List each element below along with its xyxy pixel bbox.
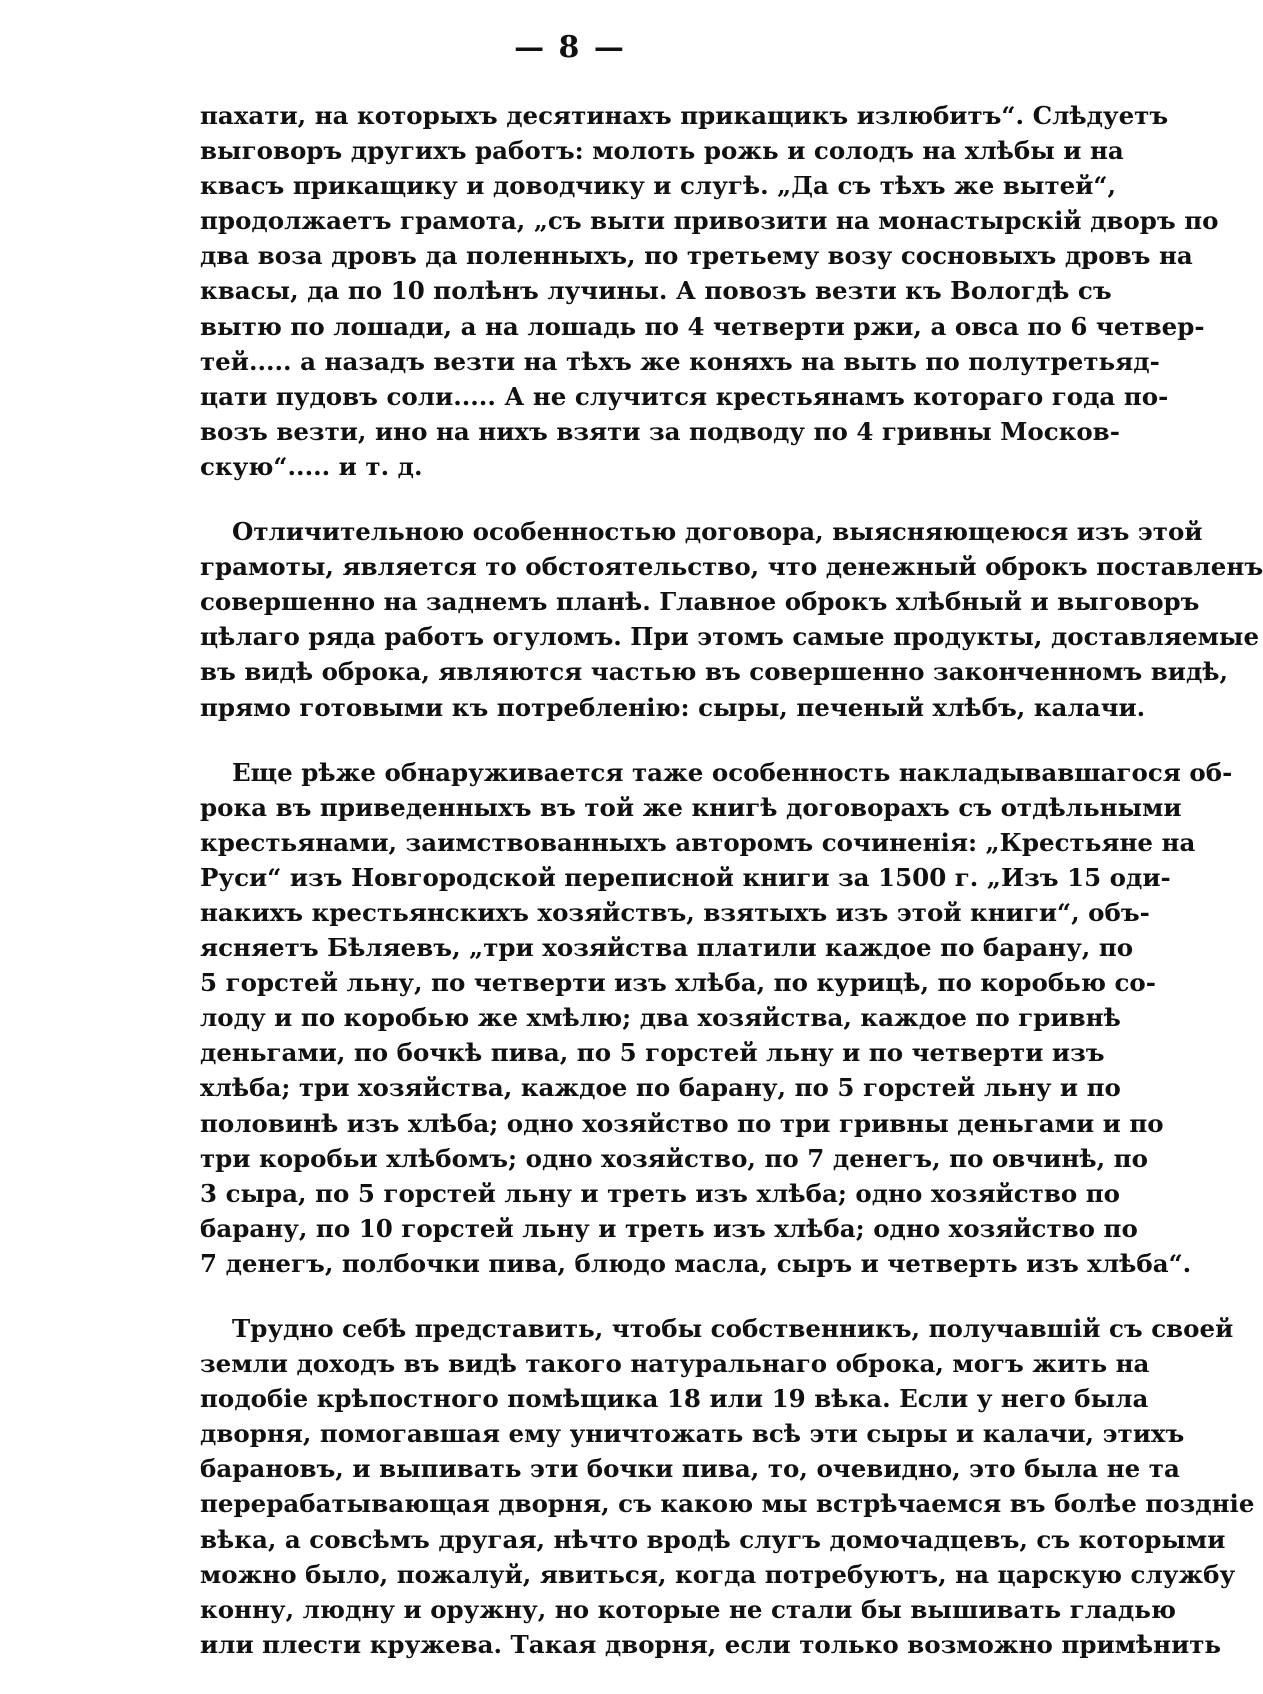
text-line: земли доходъ въ видѣ такого натуральнаго оброка, могъ жить на — [200, 1349, 1150, 1379]
text-line: два воза дровъ да поленныхъ, по третьему возу сосновыхъ дровъ на — [200, 241, 1193, 271]
text-line: грамоты, является то обстоятельство, что денежный оброкъ поставленъ — [200, 552, 1263, 582]
text-line: крестьянами, заимствованныхъ авторомъ сочиненія: „Крестьяне на — [200, 827, 1196, 857]
text-line: тей..... а назадъ везти на тѣхъ же коняхъ на выть по полутретьяд- — [200, 346, 1160, 376]
text-line: 3 сыра, по 5 горстей льну и треть изъ хлѣба; одно хозяйство по — [200, 1178, 1120, 1208]
text-line: или плести кружева. Такая дворня, если только возможно примѣнить — [200, 1629, 1222, 1659]
text-line: квасы, да по 10 полѣнъ лучины. А повозъ везти къ Вологдѣ съ — [200, 276, 1112, 306]
text-line: пахати, на которыхъ десятинахъ прикащикъ излюбитъ“. Слѣдуетъ — [200, 101, 1169, 130]
text-line: можно было, пожалуй, явиться, когда потребуютъ, на царскую службу — [200, 1559, 1236, 1589]
paragraph-1 — [200, 98, 1219, 484]
text-line: вѣка, а совсѣмъ другая, нѣчто вродѣ слугъ домочадцевъ, съ которыми — [200, 1524, 1226, 1554]
body-text — [200, 98, 1263, 1692]
paragraph-3 — [200, 755, 1233, 1281]
text-line: 7 денегъ, полбочки пива, блюдо масла, сыръ и четверть изъ хлѣба“. — [200, 1248, 1192, 1278]
text-line: совершенно на заднемъ планѣ. Главное оброкъ хлѣбный и выговоръ — [200, 587, 1200, 617]
text-line: возъ везти, ино на нихъ взяти за подводу по 4 гривны Москов- — [200, 416, 1120, 446]
text-line: цѣлаго ряда работъ огуломъ. При этомъ самые продукты, доставляемые — [200, 622, 1260, 652]
text-line: перерабатывающая дворня, съ какою мы встрѣчаемся въ болѣе поздніе — [200, 1489, 1255, 1519]
text-line: хлѣба; три хозяйства, каждое по барану, по 5 горстей льну и по — [200, 1073, 1121, 1103]
page-number: — 8 — — [514, 30, 626, 65]
text-line: лоду и по коробью же хмѣлю; два хозяйства, каждое по гривнѣ — [200, 1003, 1121, 1033]
text-line: Отличительною особенностью договора, выясняющеюся изъ этой — [232, 517, 1203, 547]
paragraph-4 — [200, 1311, 1255, 1662]
text-line: барану, по 10 горстей льну и треть изъ хлѣба; одно хозяйство по — [200, 1213, 1138, 1243]
text-line: прямо готовыми къ потребленію: сыры, печеный хлѣбъ, калачи. — [200, 692, 1146, 722]
text-line: накихъ крестьянскихъ хозяйствъ, взятыхъ изъ этой книги“, объ- — [200, 897, 1150, 927]
text-line: барановъ, и выпивать эти бочки пива, то, очевидно, это была не та — [200, 1454, 1180, 1484]
text-line: Еще рѣже обнаруживается таже особенность накладывавшагося об- — [232, 757, 1233, 787]
text-line: вытю по лошади, а на лошадь по 4 четверти ржи, а овса по 6 четвер- — [200, 311, 1205, 341]
text-line: дворня, помогавшая ему уничтожать всѣ эти сыры и калачи, этихъ — [200, 1419, 1185, 1449]
text-line: квасъ прикащику и доводчику и слугѣ. „Да съ тѣхъ же вытей“, — [200, 171, 1117, 201]
text-line: половинѣ изъ хлѣба; одно хозяйство по три гривны деньгами и по — [200, 1108, 1164, 1138]
text-line: цати пудовъ соли..... А не случится крестьянамъ котораго года по- — [200, 381, 1169, 411]
text-line: подобіе крѣпостного помѣщика 18 или 19 вѣка. Если у него была — [200, 1384, 1149, 1414]
text-line: продолжаетъ грамота, „съ выти привозити на монастырскій дворъ по — [200, 206, 1219, 236]
text-line: ясняетъ Бѣляевъ, „три хозяйства платили каждое по барану, по — [200, 933, 1134, 963]
text-line: три коробьи хлѣбомъ; одно хозяйство, по 7 денегъ, по овчинѣ, по — [200, 1143, 1148, 1173]
text-line: 5 горстей льну, по четверти изъ хлѣба, по курицѣ, по коробью со- — [200, 968, 1156, 998]
text-line: скую“..... и т. д. — [200, 451, 423, 481]
paragraph-2 — [200, 514, 1263, 725]
text-line: Трудно себѣ представить, чтобы собственникъ, получавшій съ своей — [232, 1314, 1234, 1343]
text-line: рока въ приведенныхъ въ той же книгѣ договорахъ съ отдѣльными — [200, 792, 1182, 822]
text-line: деньгами, по бочкѣ пива, по 5 горстей льну и по четверти изъ — [200, 1038, 1105, 1068]
text-line: Руси“ изъ Новгородской переписной книги за 1500 г. „Изъ 15 оди- — [200, 862, 1171, 892]
text-line: конну, людну и оружну, но которые не стали бы вышивать гладью — [200, 1594, 1176, 1624]
text-line: въ видѣ оброка, являются частью въ совершенно законченномъ видѣ, — [200, 657, 1229, 687]
text-line: выговоръ другихъ работъ: молоть рожь и солодъ на хлѣбы и на — [200, 136, 1124, 166]
